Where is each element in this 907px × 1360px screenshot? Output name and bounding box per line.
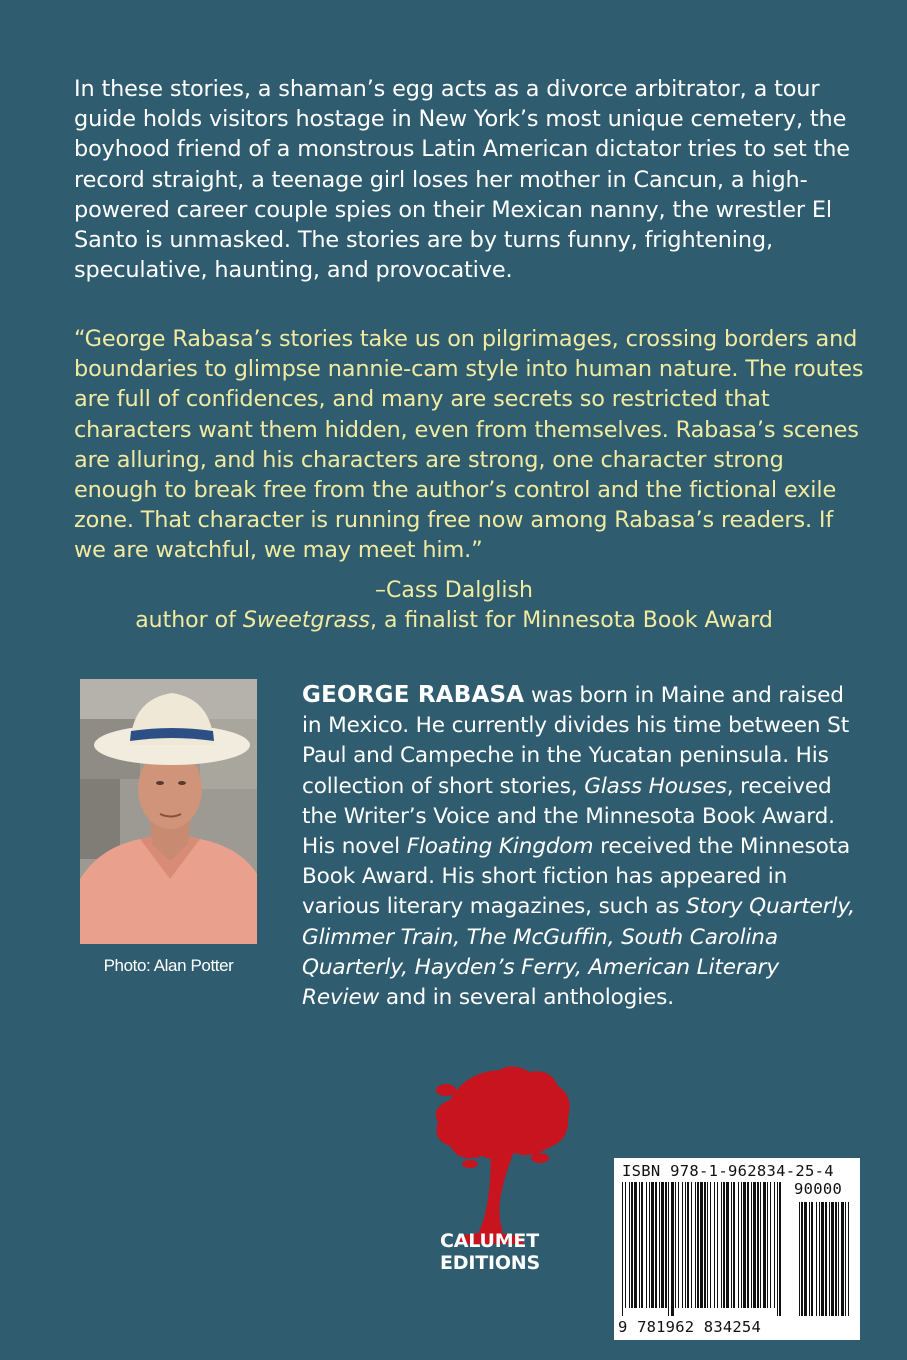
barcode-bar — [743, 1182, 746, 1308]
barcode-bar — [757, 1182, 759, 1308]
barcode-bar — [697, 1182, 699, 1308]
barcode-bar — [753, 1182, 756, 1308]
barcode-bar — [714, 1182, 715, 1308]
barcode-bar — [704, 1182, 706, 1308]
addon-bar — [841, 1202, 844, 1316]
addon-bar — [799, 1202, 800, 1316]
barcode-bar — [700, 1182, 703, 1308]
barcode-bar — [649, 1182, 650, 1308]
addon-bar — [801, 1202, 803, 1316]
barcode-bar — [629, 1182, 630, 1308]
publisher-name-line2: EDITIONS — [440, 1252, 540, 1274]
barcode-bar — [665, 1182, 667, 1308]
price-code: 90000 — [794, 1180, 843, 1198]
barcode-bar — [646, 1182, 647, 1308]
barcode-bar — [733, 1182, 735, 1308]
barcode-bar — [741, 1182, 742, 1308]
barcode-bar — [779, 1182, 781, 1316]
barcode-bar — [777, 1182, 778, 1316]
endorsement-quote: “George Rabasa’s stories take us on pilgrimages, crossing borders and boundaries to glimpse nannie-cam style into human nature. The routes are full of confidences, and many are secrets so restricted that characters want them hidden, even from themselves. Rabasa’s scenes are alluring, and his characters are strong, one character strong enough to break free from the author’s control and the fictional exile zone. That character is running free now among Rabasa’s readers. If we are watchful, we may meet him.” — [74, 326, 864, 564]
barcode-bar — [687, 1182, 689, 1308]
addon-bar — [816, 1202, 817, 1316]
back-cover-blurb: In these stories, a shaman’s egg acts as a divorce arbitrator, a tour guide holds visitors hostage in New York’s most unique cemetery, the boyhood friend of a monstrous Latin American dictator tries to set the record straight, a teenage girl loses her mother in Cancun, a high-powered career couple spies on their Mexican nanny, the wrestler El Santo is unmasked. The stories are by turns funny, frightening, speculative, haunting, and provocative. — [74, 76, 850, 284]
barcode-bar — [625, 1182, 626, 1308]
barcode-bar — [651, 1182, 654, 1308]
barcode-bar — [717, 1182, 718, 1308]
barcode-bar — [682, 1182, 683, 1308]
endorsement-attribution — [74, 576, 834, 636]
barcode-bar — [685, 1182, 686, 1308]
publisher-name — [440, 1230, 580, 1274]
endorser-credentials: author of Sweetgrass, a finalist for Minnesota Book Award — [135, 608, 773, 633]
barcode-bars — [620, 1182, 856, 1318]
magazine-list: Story Quarterly, Glimmer Train, The McGuffin, South Carolina Quarterly, Hayden’s Ferry, American Literary Review — [302, 894, 855, 1011]
barcode-bar — [760, 1182, 761, 1308]
barcode-bar — [770, 1182, 771, 1308]
barcode-bar — [747, 1182, 749, 1308]
photo-credit: Photo: Alan Potter — [103, 956, 234, 975]
barcode-bar — [675, 1182, 676, 1308]
addon-bar — [825, 1202, 827, 1316]
barcode-bar — [774, 1182, 775, 1308]
addon-bar — [838, 1202, 839, 1316]
barcode-bar — [678, 1182, 679, 1308]
barcode-bar — [639, 1182, 640, 1308]
addon-bar — [831, 1202, 834, 1316]
isbn-barcode — [614, 1158, 860, 1340]
addon-bar — [848, 1202, 849, 1316]
barcode-bar — [731, 1182, 732, 1308]
barcode-bar — [707, 1182, 708, 1308]
barcode-bar — [763, 1182, 766, 1308]
addon-bar — [804, 1202, 807, 1316]
barcode-bar — [671, 1182, 674, 1316]
barcode-bar — [661, 1182, 664, 1308]
barcode-bar — [723, 1182, 725, 1308]
publisher-name-line1: CALUMET — [440, 1230, 539, 1252]
barcode-bar — [691, 1182, 692, 1308]
author-name: GEORGE RABASA — [302, 682, 525, 708]
barcode-bar — [710, 1182, 711, 1308]
addon-bar — [811, 1202, 813, 1316]
barcode-bar — [721, 1182, 722, 1308]
book-title-glass-houses: Glass Houses — [584, 773, 727, 799]
barcode-bar — [726, 1182, 729, 1308]
addon-bar — [809, 1202, 810, 1316]
ean-number: 9 781962 834254 — [618, 1318, 761, 1336]
addon-bar — [845, 1202, 846, 1316]
barcode-bar — [659, 1182, 660, 1308]
barcode-bar — [622, 1182, 623, 1316]
isbn-number: ISBN 978-1-962834-25-4 — [622, 1162, 834, 1180]
book-title-floating-kingdom: Floating Kingdom — [406, 834, 594, 860]
barcode-bar — [641, 1182, 643, 1308]
addon-bar — [835, 1202, 837, 1316]
endorser-book-title: Sweetgrass — [242, 608, 370, 633]
endorser-name: –Cass Dalglish — [375, 578, 533, 603]
barcode-bar — [655, 1182, 657, 1308]
addon-bar — [829, 1202, 830, 1316]
author-photo — [80, 679, 257, 944]
barcode-bar — [751, 1182, 752, 1308]
addon-bar — [819, 1202, 820, 1316]
barcode-bar — [767, 1182, 768, 1308]
author-bio: GEORGE RABASA was born in Maine and raised in Mexico. He currently divides his time between St Paul and Campeche in the Yucatan peninsula. His collection of short stories, Glass Houses, received the Writer’s Voice and the Minnesota Book Award. His novel Floating Kingdom received the Minnesota Book Award. His short fiction has appeared in various literary magazines, such as Story Quarterly, Glimmer Train, The McGuffin, South Carolina Quarterly, Hayden’s Ferry, American Literary Review and in several anthologies. — [302, 682, 855, 1011]
addon-bar — [821, 1202, 824, 1316]
barcode-bar — [738, 1182, 739, 1308]
barcode-bar — [634, 1182, 637, 1308]
barcode-bar — [668, 1182, 669, 1316]
barcode-bar — [631, 1182, 633, 1308]
barcode-bar — [695, 1182, 696, 1308]
